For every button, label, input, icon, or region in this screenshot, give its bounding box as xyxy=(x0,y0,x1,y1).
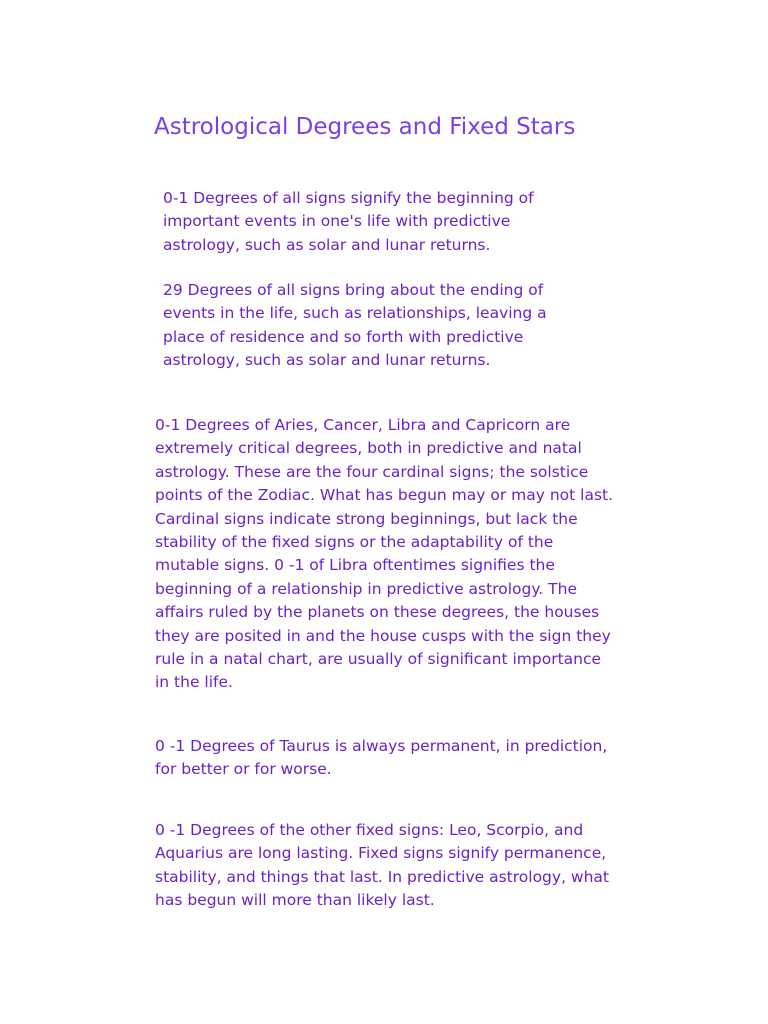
paragraph-cardinal-signs: 0-1 Degrees of Aries, Cancer, Libra and Capricorn are extremely critical degrees, both in predictive and natal astrology. These are the four cardinal signs; the solstice points of the Zodiac. What has begun may or may not last. Cardinal signs indicate strong beginnings, but lack the stability of the fixed signs or the adaptability of the mutable signs. 0 -1 of Libra oftentimes signifies the beginning of a relationship in predictive astrology. The affairs ruled by the planets on these degrees, the houses they are posited in and the house cusps with the sign they rule in a natal chart, are usually of significant importance in the life. xyxy=(155,416,614,692)
paragraph-taurus: 0 -1 Degrees of Taurus is always permanent, in prediction, for better or for worse. xyxy=(155,737,608,779)
paragraph-fixed-signs: 0 -1 Degrees of the other fixed signs: Leo, Scorpio, and Aquarius are long lasting. Fixed signs signify permanence, stability, and things that last. In predictive astrology, what has begun will more than likely last. xyxy=(155,821,610,910)
paragraph-ending-degrees: 29 Degrees of all signs bring about the ending of events in the life, such as relationships, leaving a place of residence and so forth with predictive astrology, such as solar and lunar returns. xyxy=(163,281,547,370)
page-title: Astrological Degrees and Fixed Stars xyxy=(154,114,576,140)
paragraph-beginning-degrees: 0-1 Degrees of all signs signify the beginning of important events in one's life with predictive astrology, such as solar and lunar returns. xyxy=(163,189,534,254)
